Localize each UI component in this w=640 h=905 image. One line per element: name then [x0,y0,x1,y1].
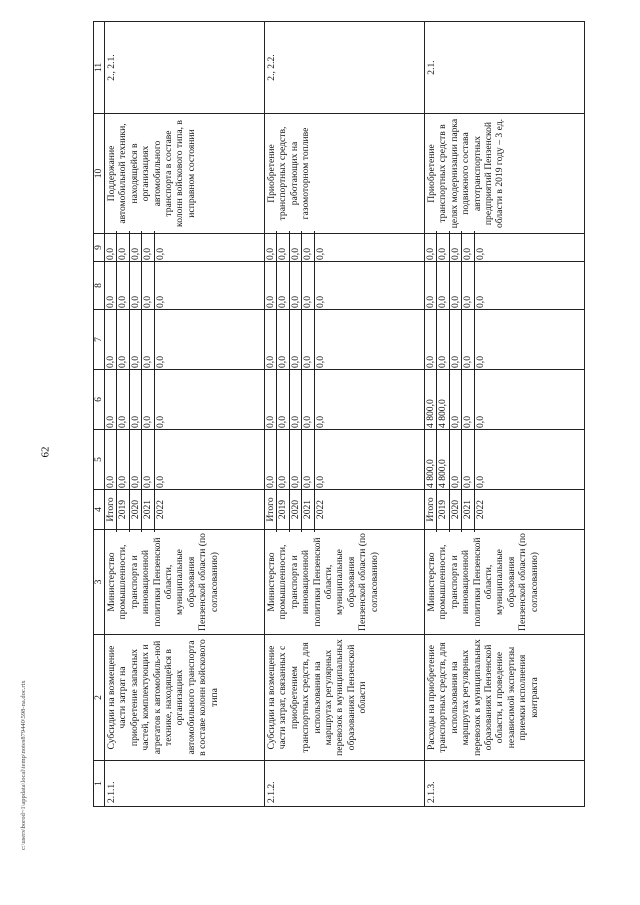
col8-values-value: 0,0 [425,259,437,312]
col7-values-value: 0,0 [117,307,129,372]
year-list-value: Итого [105,487,117,532]
col9-values-value: 0,0 [154,248,166,260]
header-col-5: 5 [94,430,105,490]
col9-values-value: 0,0 [425,231,437,264]
col9-values-value: 0,0 [474,248,486,260]
year-list-value: 2022 [474,499,486,520]
col9-values [265,234,425,262]
col7-values-value: 0,0 [437,307,449,372]
col7-values-value: 0,0 [290,307,302,372]
col6-values-value: 0,0 [265,367,277,432]
year-list-value: 2020 [130,487,142,532]
col6-values-value: 0,0 [450,367,462,432]
col8-values [105,262,265,310]
col8-values-value: 0,0 [265,259,277,312]
executor: Министерство промышленности, транспорта и инновационной политики Пензенской области, муниципальные образования Пензенской области (по согласованию) [105,530,265,635]
col7-values-value: 0,0 [277,307,289,372]
col5-values-value: 4 800,0 [425,427,437,492]
col9-values-value: 0,0 [314,248,326,260]
col7-values [425,310,585,370]
activity-name: Расходы на приобретение транспортных средств, для использования на маршрутах регулярных перевозок в муниципальных образованиях Пензенской области, и проведение независимой экспертизы приемки исполнения контракта [425,635,585,761]
executor: Министерство промышленности, транспорта и инновационной политики Пензенской области, муниципальные образования Пензенской области (по согласованию) [425,530,585,635]
col5-values-value: 0,0 [290,427,302,492]
year-list-value: 2022 [314,499,326,520]
col6-values-value: 4 800,0 [425,367,437,432]
col7-values-value: 0,0 [462,307,474,372]
header-col-2: 2 [94,635,105,761]
indicator-link: 2., 2.2. [265,22,425,114]
col7-values-value: 0,0 [265,307,277,372]
year-list [425,490,585,530]
table-row [265,22,425,807]
col5-values [105,430,265,490]
col8-values-value: 0,0 [290,259,302,312]
col7-values-value: 0,0 [425,307,437,372]
col5-values-value: 0,0 [130,427,142,492]
col7-values [105,310,265,370]
activity-number: 2.1.3. [425,761,585,807]
col9-values-value: 0,0 [142,231,154,264]
header-col-7: 7 [94,310,105,370]
col5-values [265,430,425,490]
col8-values [425,262,585,310]
col7-values-value: 0,0 [154,356,166,368]
col6-values-value: 0,0 [474,416,486,428]
indicator-link: 2., 2.1. [105,22,265,114]
col5-values-value: 0,0 [277,427,289,492]
year-list-value: 2022 [154,499,166,520]
col6-values [105,370,265,430]
col6-values-value: 0,0 [302,367,314,432]
expected-result: Приобретение транспортных средств, работающих на газомоторном топливе [265,114,425,234]
col5-values-value: 0,0 [474,476,486,488]
col6-values-value: 4 800,0 [437,367,449,432]
col9-values-value: 0,0 [450,231,462,264]
col6-values-value: 0,0 [154,416,166,428]
col5-values-value: 4 800,0 [437,427,449,492]
col5-values-value: 0,0 [117,427,129,492]
col8-values-value: 0,0 [130,259,142,312]
col7-values [265,310,425,370]
col7-values-value: 0,0 [142,307,154,372]
col9-values-value: 0,0 [462,231,474,264]
year-list-value: 2020 [450,487,462,532]
col9-values [105,234,265,262]
col5-values-value: 0,0 [142,427,154,492]
col5-values-value: 0,0 [265,427,277,492]
col5-values-value: 0,0 [314,476,326,488]
header-col-10: 10 [94,114,105,234]
year-list-value: 2021 [302,487,314,532]
year-list-value: 2021 [142,487,154,532]
rotated-table-container [93,22,618,807]
col7-values-value: 0,0 [450,307,462,372]
year-list-value: 2019 [437,487,449,532]
footer-file-path: c:\users\borod~1\appdata\local\temp\notes879440\598-na.doc.rtx [20,680,27,850]
year-list-value: 2019 [277,487,289,532]
col5-values-value: 0,0 [450,427,462,492]
executor: Министерство промышленности, транспорта и инновационной политики Пензенской области, муниципальные образования Пензенской области (по согласованию) [265,530,425,635]
year-list-value: 2020 [290,487,302,532]
year-list [265,490,425,530]
table-row [105,22,265,807]
header-col-6: 6 [94,370,105,430]
year-list-value: 2019 [117,487,129,532]
header-row [94,22,105,807]
year-list-value: 2021 [462,487,474,532]
col8-values-value: 0,0 [154,296,166,308]
header-col-3: 3 [94,530,105,635]
col6-values-value: 0,0 [290,367,302,432]
program-activities-table [93,21,585,807]
col9-values-value: 0,0 [117,231,129,264]
indicator-link: 2.1. [425,22,585,114]
col9-values-value: 0,0 [105,231,117,264]
col6-values-value: 0,0 [117,367,129,432]
col9-values-value: 0,0 [277,231,289,264]
col7-values-value: 0,0 [302,307,314,372]
col9-values-value: 0,0 [302,231,314,264]
expected-result: Поддержание автомобильной техники, находящейся в организациях автомобильного транспорта в составе колонн войскового типа, в исправном состоянии [105,114,265,234]
table-row [425,22,585,807]
col8-values-value: 0,0 [302,259,314,312]
header-col-8: 8 [94,262,105,310]
col7-values-value: 0,0 [105,307,117,372]
activity-number: 2.1.2. [265,761,425,807]
col8-values-value: 0,0 [117,259,129,312]
col6-values-value: 0,0 [314,416,326,428]
col5-values-value: 0,0 [154,476,166,488]
header-col-4: 4 [94,490,105,530]
col5-values-value: 0,0 [105,427,117,492]
col8-values [265,262,425,310]
year-list [105,490,265,530]
col5-values-value: 0,0 [462,427,474,492]
header-col-9: 9 [94,234,105,262]
col7-values-value: 0,0 [474,356,486,368]
col6-values-value: 0,0 [105,367,117,432]
col8-values-value: 0,0 [105,259,117,312]
col8-values-value: 0,0 [437,259,449,312]
col9-values [425,234,585,262]
col9-values-value: 0,0 [290,231,302,264]
col6-values-value: 0,0 [142,367,154,432]
col6-values [425,370,585,430]
col8-values-value: 0,0 [142,259,154,312]
page-number: 62 [39,446,52,458]
col9-values-value: 0,0 [265,231,277,264]
col9-values-value: 0,0 [130,231,142,264]
col8-values-value: 0,0 [474,296,486,308]
activity-name: Субсидии на возмещение части затрат на приобретение запасных частей, комплектующих и агрегатов к автомобиль-ной технике, находящейся в организациях автомобильного транспорта в составе колонн войскового типа [105,635,265,761]
col7-values-value: 0,0 [314,356,326,368]
col5-values-value: 0,0 [302,427,314,492]
year-list-value: Итого [425,487,437,532]
col6-values [265,370,425,430]
col8-values-value: 0,0 [277,259,289,312]
activity-name: Субсидии на возмещение части затрат, связанных с приобретением транспортных средств, для использования на маршрутах регулярных перевозок в муниципальных образованиях Пензенской области [265,635,425,761]
col8-values-value: 0,0 [314,296,326,308]
col8-values-value: 0,0 [462,259,474,312]
year-list-value: Итого [265,487,277,532]
col5-values [425,430,585,490]
activity-number: 2.1.1. [105,761,265,807]
header-col-11: 11 [94,22,105,114]
col8-values-value: 0,0 [450,259,462,312]
col6-values-value: 0,0 [277,367,289,432]
col7-values-value: 0,0 [130,307,142,372]
col9-values-value: 0,0 [437,231,449,264]
expected-result: Приобретение транспортных средств в целях модернизации парка подвижного состава автотранспортных предприятий Пензенской области в 2019 году – 3 ед. [425,114,585,234]
header-col-1: 1 [94,761,105,807]
col6-values-value: 0,0 [462,367,474,432]
col6-values-value: 0,0 [130,367,142,432]
